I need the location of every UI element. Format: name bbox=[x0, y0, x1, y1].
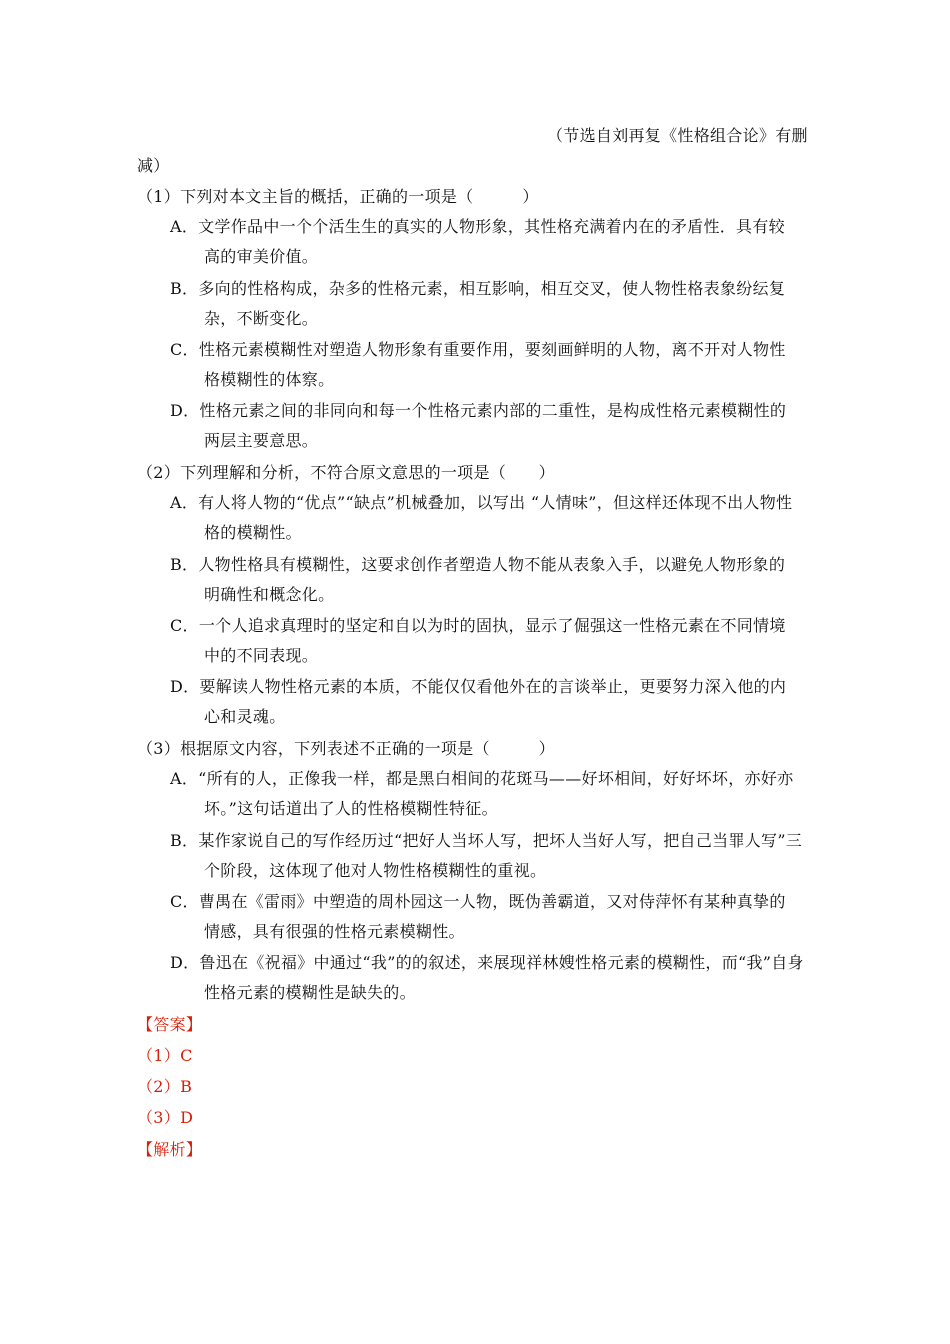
q2-option-c-line2: 中的不同表现。 bbox=[204, 646, 319, 665]
answer-item-1: （1）C bbox=[137, 1046, 193, 1065]
q2-option-a-line2: 格的模糊性。 bbox=[204, 523, 302, 542]
q1-option-c-line2: 格模糊性的体察。 bbox=[204, 370, 335, 389]
q2-option-a-line1: A．有人将人物的“优点”“缺点”机械叠加，以写出 “人情味”，但这样还体现不出人物性 bbox=[170, 493, 793, 512]
answer-item-3: （3）D bbox=[137, 1108, 194, 1127]
q3-option-a-line2: 坏。”这句话道出了人的性格模糊性特征。 bbox=[204, 799, 498, 818]
q1-option-a-line2: 高的审美价值。 bbox=[204, 247, 319, 266]
question-3-stem: （3）根据原文内容，下列表述不正确的一项是（ ） bbox=[137, 739, 555, 758]
q2-option-c-line1: C．一个人追求真理时的坚定和自以为时的固执，显示了倔强这一性格元素在不同情境 bbox=[170, 616, 786, 635]
q1-option-d-line1: D．性格元素之间的非同向和每一个性格元素内部的二重性，是构成性格元素模糊性的 bbox=[170, 401, 787, 420]
question-1-stem: （1）下列对本文主旨的概括，正确的一项是（ ） bbox=[137, 187, 539, 206]
answer-heading: 【答案】 bbox=[137, 1015, 203, 1034]
analysis-heading: 【解析】 bbox=[137, 1140, 203, 1159]
q2-option-d-line1: D．要解读人物性格元素的本质，不能仅仅看他外在的言谈举止，更要努力深入他的内 bbox=[170, 677, 787, 696]
q3-option-d-line1: D．鲁迅在《祝福》中通过“我”的的叙述，来展现祥林嫂性格元素的模糊性，而“我”自身 bbox=[170, 953, 804, 972]
question-2-stem: （2）下列理解和分析，不符合原文意思的一项是（ ） bbox=[137, 463, 555, 482]
q1-option-d-line2: 两层主要意思。 bbox=[204, 431, 319, 450]
q2-option-b-line2: 明确性和概念化。 bbox=[204, 585, 335, 604]
q3-option-b-line1: B．某作家说自己的写作经历过“把好人当坏人写，把坏人当好人写，把自己当罪人写”三 bbox=[170, 831, 803, 850]
q2-option-b-line1: B．人物性格具有模糊性，这要求创作者塑造人物不能从表象入手，以避免人物形象的 bbox=[170, 555, 786, 574]
answer-item-2: （2）B bbox=[137, 1077, 193, 1096]
q1-option-a-line1: A．文学作品中一个个活生生的真实的人物形象，其性格充满着内在的矛盾性．具有较 bbox=[170, 217, 785, 236]
source-citation-line1: （节选自刘再复《性格组合论》有删 bbox=[547, 126, 808, 145]
source-citation-line2: 减） bbox=[137, 156, 170, 175]
q3-option-c-line2: 情感，具有很强的性格元素模糊性。 bbox=[204, 922, 465, 941]
q3-option-c-line1: C．曹禺在《雷雨》中塑造的周朴园这一人物，既伪善霸道，又对侍萍怀有某种真挚的 bbox=[170, 892, 786, 911]
q3-option-a-line1: A．“所有的人，正像我一样，都是黑白相间的花斑马——好坏相间，好好坏坏，亦好亦 bbox=[170, 769, 794, 788]
q1-option-b-line1: B．多向的性格构成，杂多的性格元素，相互影响，相互交叉，使人物性格表象纷纭复 bbox=[170, 279, 786, 298]
q1-option-c-line1: C．性格元素模糊性对塑造人物形象有重要作用，要刻画鲜明的人物，离不开对人物性 bbox=[170, 340, 786, 359]
q1-option-b-line2: 杂，不断变化。 bbox=[204, 309, 319, 328]
q3-option-d-line2: 性格元素的模糊性是缺失的。 bbox=[204, 983, 416, 1002]
q3-option-b-line2: 个阶段，这体现了他对人物性格模糊性的重视。 bbox=[204, 861, 547, 880]
q2-option-d-line2: 心和灵魂。 bbox=[204, 707, 286, 726]
